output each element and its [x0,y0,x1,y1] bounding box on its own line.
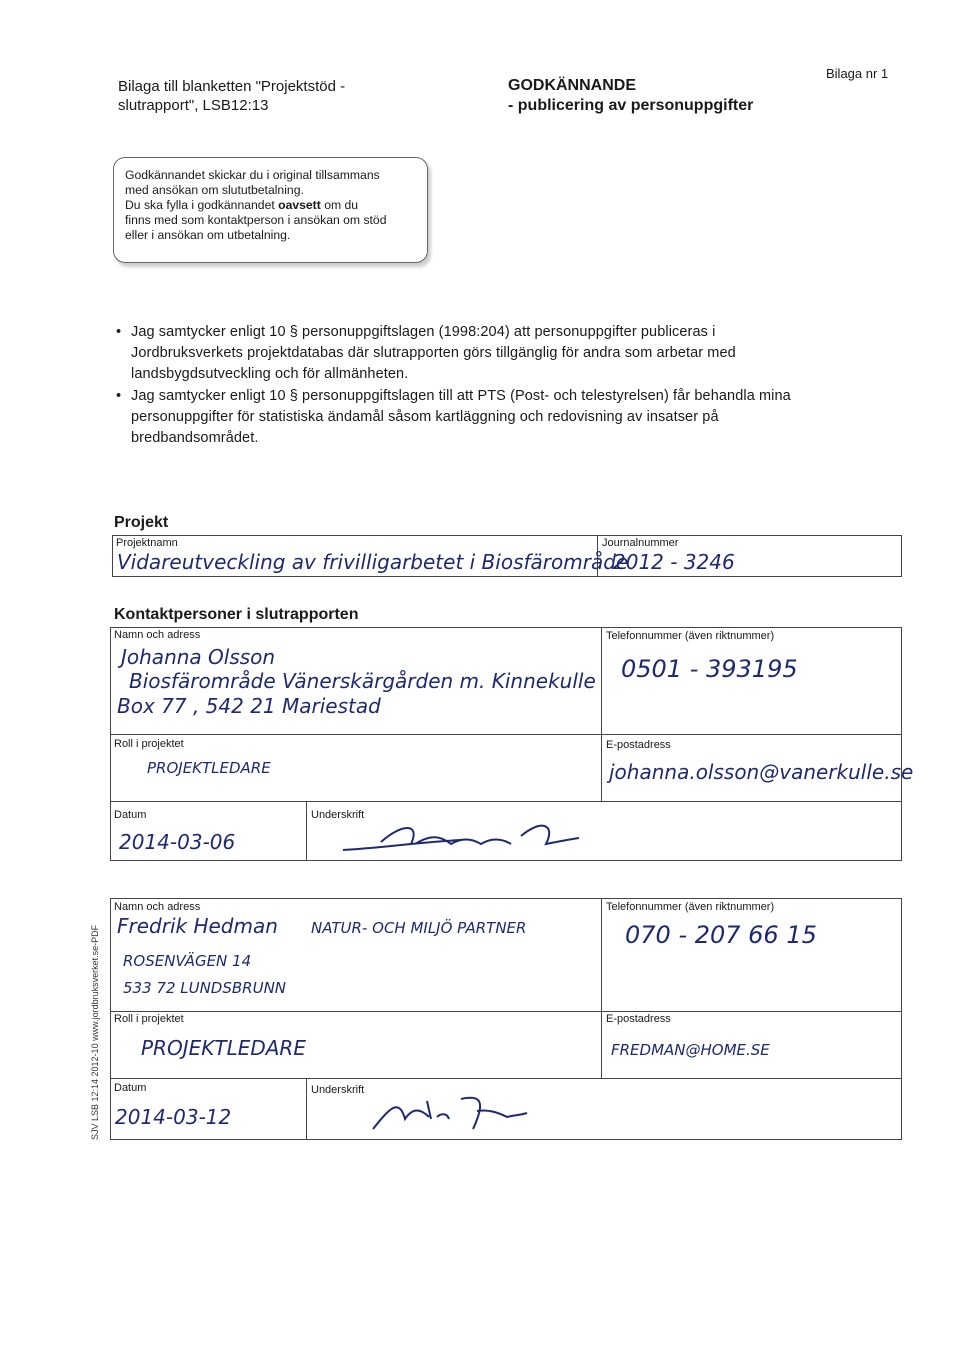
bullet: • [116,324,122,340]
date-label: Datum [114,809,147,821]
address-line-2[interactable]: ROSENVÄGEN 14 [123,952,252,970]
phone-field[interactable]: 070 - 207 66 15 [625,921,817,949]
divider [111,801,901,802]
contact-card-2 [110,898,902,1140]
instructions-line3: Du ska fylla i godkännandet oavsett om du [125,198,359,212]
divider [111,1078,901,1079]
attachment-number: Bilaga nr 1 [826,66,889,81]
address-line-1[interactable]: Johanna Olsson [121,645,276,669]
date-field[interactable]: 2014-03-06 [119,830,236,854]
bullet: • [116,388,122,404]
role-label: Roll i projektet [114,1013,184,1025]
signature-label: Underskrift [311,809,365,821]
project-name-label: Projektnamn [116,537,178,549]
instructions-line4: finns med som kontaktperson i ansökan om stöd [125,213,387,227]
project-section-title: Projekt [114,514,169,531]
consent-item [116,322,816,385]
role-field[interactable]: PROJEKTLEDARE [141,1036,306,1060]
form-footer-code: SJV LSB 12:14 2012-10 www.jordbruksverket.se-PDF [90,924,100,1140]
emphasis-oavsett: oavsett [278,198,321,212]
divider [111,734,901,735]
consent-item [116,386,816,449]
document-title-line2: - publicering av personuppgifter [508,97,754,114]
form-reference-line1: Bilaga till blanketten "Projektstöd - [118,78,346,95]
divider [306,801,307,860]
email-field[interactable]: FREDMAN@HOME.SE [611,1041,770,1059]
divider [111,1011,901,1012]
phone-label: Telefonnummer (även riktnummer) [606,901,775,913]
divider [601,628,602,801]
form-reference [118,77,408,115]
address-line-3[interactable]: 533 72 LUNDSBRUNN [123,979,287,997]
signature-label: Underskrift [311,1084,365,1096]
name-address-label: Namn och adress [114,901,201,913]
project-name-field[interactable]: Vidareutveckling av frivilligarbetet i Biosfärområde [117,550,629,574]
date-field[interactable]: 2014-03-12 [115,1105,232,1129]
signature-image [341,814,581,858]
instructions-line1: Godkännandet skickar du i original tillsammans [125,168,380,182]
date-label: Datum [114,1082,147,1094]
document-title-line1: GODKÄNNANDE [508,77,636,94]
journal-number-label: Journalnummer [602,537,679,549]
email-field[interactable]: johanna.olsson@vanerkulle.se [609,760,914,784]
divider [306,1078,307,1139]
instructions-text [125,168,425,243]
instructions-line2: med ansökan om slututbetalning. [125,183,304,197]
contact-card-1 [110,627,914,861]
consent-text-database: Jag samtycker enligt 10 § personuppgiftslagen (1998:204) att personuppgifter publiceras i Jordbruksverkets projektdatabas där slutrapporten görs tillgänglig för andra som arbetar med landsbygdsutveckling och för allmänheten. [131,324,736,382]
signature-image [369,1089,529,1135]
contacts-section-title: Kontaktpersoner i slutrapporten [114,606,359,623]
divider [601,899,602,1078]
role-label: Roll i projektet [114,738,184,750]
form-reference-line2: slutrapport", LSB12:13 [118,97,269,114]
consent-statements [116,322,816,450]
phone-label: Telefonnummer (även riktnummer) [606,630,775,642]
document-title [508,76,808,116]
role-field[interactable]: PROJEKTLEDARE [147,759,271,777]
address-line-2[interactable]: Biosfärområde Vänerskärgården m. Kinnekulle [129,669,596,693]
address-line-3[interactable]: Box 77 , 542 21 Mariestad [117,694,381,718]
name-address-label: Namn och adress [114,629,201,641]
phone-field[interactable]: 0501 - 393195 [621,655,798,683]
consent-text-pts: Jag samtycker enligt 10 § personuppgiftslagen till att PTS (Post- och telestyrelsen) får behandla mina personuppgifter för statistiska ändamål såsom kartläggning och redovisning av insatser på bredbandsområdet. [131,388,791,446]
instructions-line5: eller i ansökan om utbetalning. [125,228,291,242]
address-line-1-org[interactable]: NATUR- OCH MILJÖ PARTNER [311,919,527,937]
journal-number-field[interactable]: 2012 - 3246 [613,550,735,574]
instructions-box [113,157,428,263]
address-line-1-name[interactable]: Fredrik Hedman [117,914,278,938]
email-label: E-postadress [606,1013,671,1025]
project-table [112,535,902,577]
email-label: E-postadress [606,739,671,751]
